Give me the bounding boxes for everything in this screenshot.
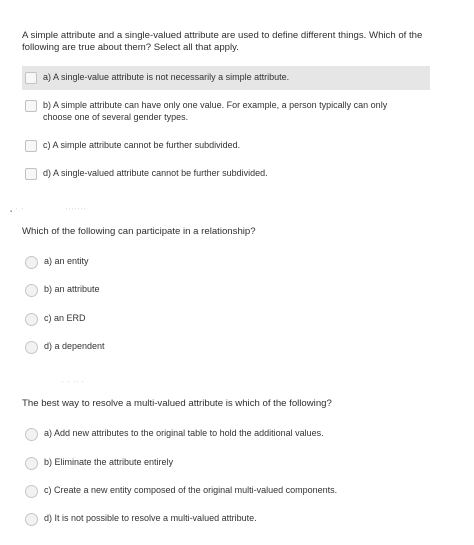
checkbox-icon[interactable] <box>25 72 37 84</box>
radio-button-icon[interactable] <box>25 428 38 441</box>
question-2-option-c[interactable] <box>22 313 430 326</box>
question-1-option-d[interactable] <box>22 168 430 180</box>
question-2-text: Which of the following can participate in a relationship? <box>22 226 256 237</box>
option-label: a) an entity <box>44 256 89 266</box>
question-3-option-d[interactable] <box>22 513 430 526</box>
question-2-option-a[interactable] <box>22 256 430 269</box>
checkbox-icon[interactable] <box>25 168 37 180</box>
question-2-option-b[interactable] <box>22 284 430 297</box>
option-label: b) A simple attribute can have only one value. For example, a person typically can only choose one of several gender types. <box>43 100 388 122</box>
checkbox-icon[interactable] <box>25 100 37 112</box>
checkbox-icon[interactable] <box>25 140 37 152</box>
scan-artifact-mark: ˙˙˙˙˙˙˙ <box>66 209 87 215</box>
option-label: b) an attribute <box>44 284 100 294</box>
option-label: c) Create a new entity composed of the original multi-valued components. <box>44 485 338 495</box>
option-label: c) an ERD <box>44 313 86 323</box>
question-1-option-a[interactable] <box>22 66 430 90</box>
question-3-text: The best way to resolve a multi-valued attribute is which of the following? <box>22 398 332 409</box>
question-3-option-b[interactable] <box>22 457 430 470</box>
radio-button-icon[interactable] <box>25 513 38 526</box>
radio-button-icon[interactable] <box>25 341 38 354</box>
option-label: d) It is not possible to resolve a multi-valued attribute. <box>44 513 257 523</box>
scan-artifact-mark: ˙ ˙ ˙˙ ˙ <box>62 382 85 388</box>
radio-button-icon[interactable] <box>25 284 38 297</box>
question-1-text: A simple attribute and a single-valued attribute are used to define different things. Which of the following are true about them? Select all that apply. <box>22 30 423 53</box>
question-1-option-c[interactable] <box>22 140 430 152</box>
question-3-option-a[interactable] <box>22 428 430 441</box>
radio-button-icon[interactable] <box>25 485 38 498</box>
scan-artifact-mark: ▪ ˙ ˙ <box>10 209 25 215</box>
option-label: b) Eliminate the attribute entirely <box>44 457 174 467</box>
question-2-option-d[interactable] <box>22 341 430 354</box>
radio-button-icon[interactable] <box>25 256 38 269</box>
option-label: a) A single-value attribute is not necessarily a simple attribute. <box>43 72 290 82</box>
option-label: d) a dependent <box>44 341 105 351</box>
radio-button-icon[interactable] <box>25 457 38 470</box>
radio-button-icon[interactable] <box>25 313 38 326</box>
option-label: c) A simple attribute cannot be further subdivided. <box>43 140 241 150</box>
option-label: a) Add new attributes to the original table to hold the additional values. <box>44 428 324 438</box>
question-1-option-b[interactable] <box>22 100 430 123</box>
option-label: d) A single-valued attribute cannot be further subdivided. <box>43 168 268 178</box>
question-3-option-c[interactable] <box>22 485 430 498</box>
